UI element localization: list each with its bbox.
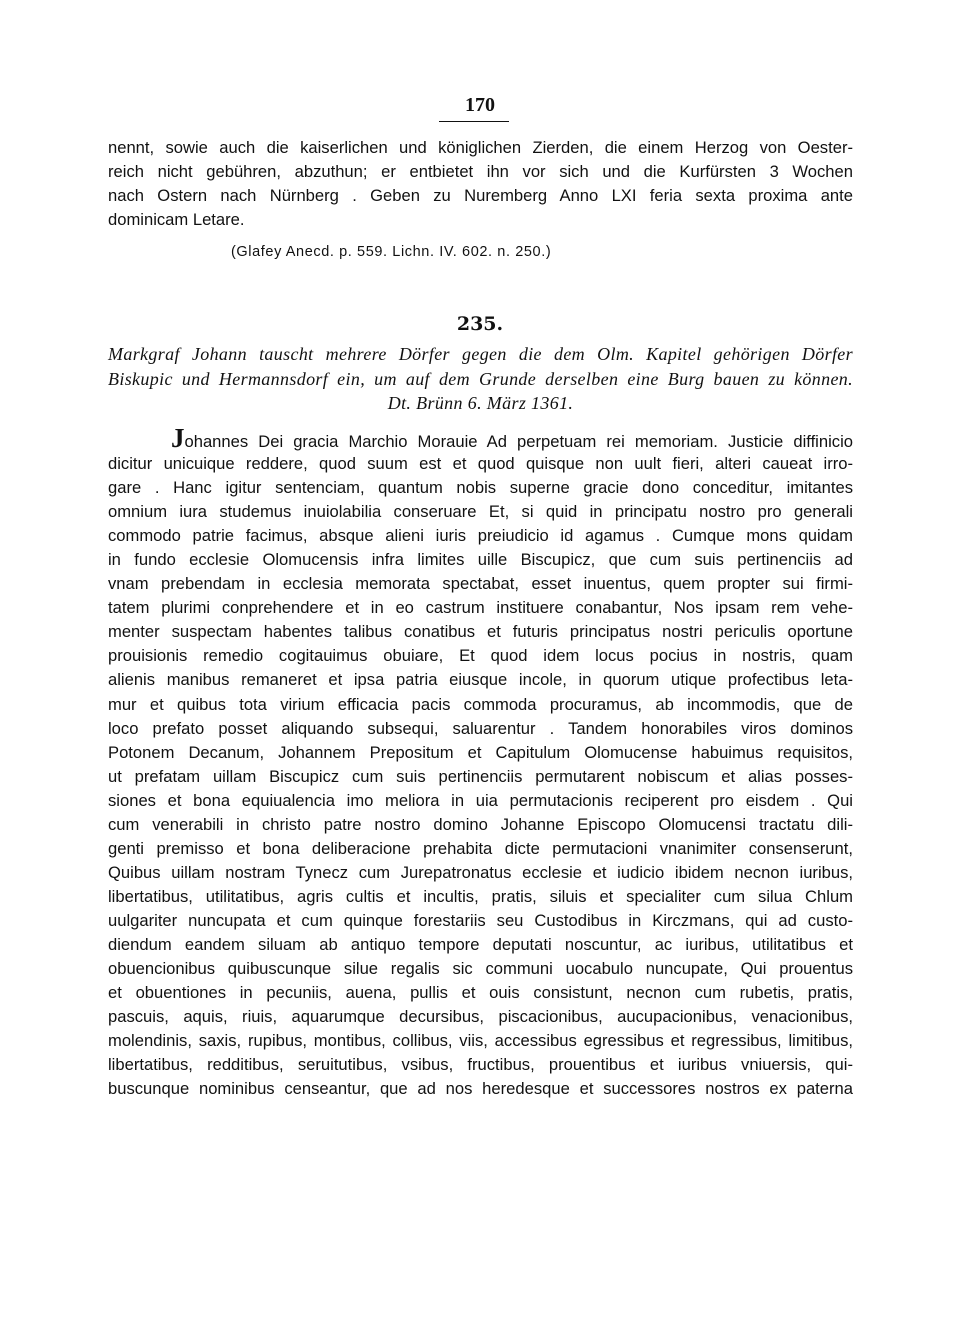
body-line: commodo patrie facimus, absque alieni iuris preiudicio id agamus . Cumque mons quidam xyxy=(108,526,853,546)
body-line: tatem plurimi conprehendere et in eo castrum instituere conabantur, Nos ipsam rem vehe- xyxy=(108,598,853,618)
body-line: diendum eandem siluam ab antiquo tempore deputati noscuntur, ac iuribus, utilitatibus et xyxy=(108,934,853,954)
body-line: vnam prebendam in ecclesia memorata spectabat, esset inuentus, quem propter sui firmi- xyxy=(108,574,853,594)
body-line: et obuentiones in pecuniis, auena, pullis et ouis consistunt, necnon cum rubetis, pratis, xyxy=(108,983,853,1003)
body-line: libertatibus, utilitatibus, agris cultis et incultis, pratis, siluis et specialiter cum silua Chlum xyxy=(108,886,853,906)
source-citation: (Glafey Anecd. p. 559. Lichn. IV. 602. n. 250.) xyxy=(231,244,552,260)
page-number-rule xyxy=(439,121,509,122)
body-line: buscunque nominibus censeantur, que ad nos heredesque et successores nostros ex paterna xyxy=(108,1079,853,1099)
body-line: siones et bona equiualencia imo meliora in uia permutacionis reciperent pro eisdem . Qui xyxy=(108,790,853,810)
page-number: 170 xyxy=(465,94,495,116)
body-line: in fundo ecclesie Olomucensis infra limites uille Biscupicz, que cum suis pertinenciis ad xyxy=(108,550,853,570)
body-line: pascuis, aquis, riuis, aquarumque decursibus, piscacionibus, aucupacionibus, venacionibus, xyxy=(108,1007,853,1027)
continuation-line: nach Ostern nach Nürnberg . Geben zu Nuremberg Anno LXI feria sexta proxima ante xyxy=(108,186,853,206)
body-line: molendinis, saxis, rupibus, montibus, collibus, viis, accessibus egressibus et regressibus, limitibus, xyxy=(108,1031,853,1051)
heading-line: Markgraf Johann tauscht mehrere Dörfer gegen die dem Olm. Kapitel gehörigen Dörfer xyxy=(108,344,853,364)
body-line: cum venerabili in christo patre nostro domino Johanne Episcopo Olomucensi tractatu dili- xyxy=(108,814,853,834)
body-first-line xyxy=(108,423,853,453)
body-line: menter suspectam habentes talibus conatibus et futuris principatus nostri periculis oportune xyxy=(108,622,853,642)
body-line: Quibus uillam nostram Tynecz cum Jurepatronatus ecclesie et iudicio ibidem necnon iuribus, xyxy=(108,862,853,882)
heading-date-line: Dt. Brünn 6. März 1361. xyxy=(387,393,574,413)
charter-body xyxy=(108,423,853,1101)
body-line: prouisionis remedio cogitauimus obuiare, Et quod idem locus pocius in nostris, quam xyxy=(108,646,853,666)
body-line: obuencionibus quibuscunque silue regalis sic communi uocabulo nuncupate, Qui prouentus xyxy=(108,959,853,979)
continuation-paragraph xyxy=(108,136,853,232)
body-line: omnium iura studemus inuiolabilia conseruare Et, si quid in principatu nostro pro generali xyxy=(108,502,853,522)
document-heading xyxy=(108,342,853,416)
continuation-line: nennt, sowie auch die kaiserlichen und königlichen Zierden, die einem Herzog von Oester- xyxy=(108,138,853,157)
heading-line: Biskupic und Hermannsdorf ein, um auf dem Grunde derselben eine Burg bauen zu können. xyxy=(108,368,853,389)
document-number: 235. xyxy=(456,313,504,335)
body-line: libertatibus, redditibus, seruitutibus, vsibus, fructibus, prouentibus et iuribus vniuersis, qui- xyxy=(108,1055,853,1075)
initial-letter: J xyxy=(171,423,185,453)
body-first-line-text: ohannes Dei gracia Marchio Morauie Ad perpetuam rei memoriam. Justicie diffinicio xyxy=(184,432,853,451)
body-line: loco prefato posset aliquando subsequi, saluarentur . Tandem honorabiles viros dominos xyxy=(108,718,853,738)
body-line: dicitur unicuique reddere, quod suum est et quod quisque non uult fieri, alteri caueat irro- xyxy=(108,454,853,474)
body-line: genti premisso et bona deliberacione prehabita dicte permutacioni vnanimiter consenserunt, xyxy=(108,838,853,858)
body-line: ut prefatam uillam Biscupicz cum suis pertinenciis permutarent nobiscum et alias posses- xyxy=(108,766,853,786)
body-line: alienis manibus remaneret et ipsa patria eiusque incole, in quorum utique profectibus leta- xyxy=(108,670,853,690)
body-line: uulgariter nuncupata et cum quinque forestariis seu Custodibus in Kirczmans, qui ad custo- xyxy=(108,910,853,930)
continuation-line: dominicam Letare. xyxy=(108,210,245,230)
body-line: Potonem Decanum, Johannem Prepositum et Capitulum Olomucense habuimus requisitos, xyxy=(108,742,853,762)
body-line: gare . Hanc igitur sentenciam, quantum nobis superne gracie dono conceditur, imitantes xyxy=(108,478,853,498)
continuation-line: reich nicht gebühren, abzuthun; er entbietet ihn vor sich und die Kurfürsten 3 Wochen xyxy=(108,162,853,182)
body-line: mur et quibus tota virium efficacia pacis commoda procuramus, ab incommodis, que de xyxy=(108,694,853,714)
